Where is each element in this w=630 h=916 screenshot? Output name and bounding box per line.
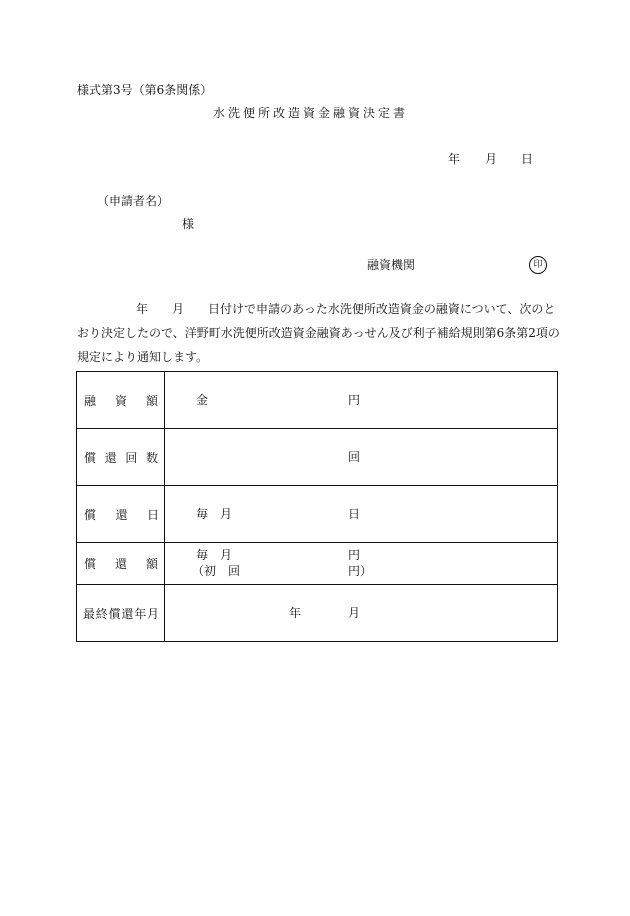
repayment-first-prefix: （初 回 xyxy=(192,564,241,578)
loan-amount-label: 融資額 xyxy=(84,393,158,408)
final-repayment-month: 月 xyxy=(348,606,361,620)
final-repayment-label: 最終償還年月 xyxy=(83,606,159,621)
loan-amount-unit: 円 xyxy=(348,393,361,407)
repayment-day-label: 償還日 xyxy=(84,507,159,522)
repayment-day-value-cell xyxy=(165,486,558,543)
loan-amount-value-cell xyxy=(165,372,558,429)
repayment-amount-value-cell xyxy=(165,543,558,585)
notice-month: 月 xyxy=(172,302,185,316)
date-month: 月 xyxy=(485,152,498,166)
date-day: 日 xyxy=(521,152,534,166)
table-row xyxy=(77,429,558,486)
loan-amount-label-cell xyxy=(77,372,165,429)
repayment-amount-label: 償還額 xyxy=(84,557,158,571)
notice-line-2: おり決定したので、洋野町水洗便所改造資金融資あっせん及び利子補給規則第6条第2項の xyxy=(77,326,560,340)
repayment-day-label-cell xyxy=(77,486,165,543)
repayment-monthly-unit: 円 xyxy=(348,548,361,562)
final-repayment-year: 年 xyxy=(289,606,302,620)
repayment-first-unit: 円） xyxy=(348,564,373,578)
seal-mark: 印 xyxy=(529,256,547,274)
repayment-count-unit: 回 xyxy=(348,450,361,464)
final-repayment-value-cell xyxy=(165,585,558,642)
notice-line-1 xyxy=(77,297,559,321)
lender-label: 融資機関 xyxy=(367,258,416,272)
date-year: 年 xyxy=(448,152,461,166)
repayment-count-label: 償還回数 xyxy=(84,450,158,465)
form-number: 様式第3号（第6条関係） xyxy=(77,83,213,97)
table-row xyxy=(77,585,558,642)
loan-amount-prefix: 金 xyxy=(196,393,209,407)
notice-line-3: 規定により通知します。 xyxy=(77,350,209,364)
document-title: 水洗便所改造資金融資決定書 xyxy=(213,106,409,120)
final-repayment-label-cell xyxy=(77,585,165,642)
notice-paragraph xyxy=(77,297,559,369)
applicant-label: （申請者名） xyxy=(97,194,170,208)
repayment-day-prefix: 毎 月 xyxy=(196,507,233,521)
repayment-monthly-prefix: 毎 月 xyxy=(196,548,233,562)
repayment-count-label-cell xyxy=(77,429,165,486)
repayment-count-value-cell xyxy=(165,429,558,486)
notice-line-1-text: 日付けで申請のあった水洗便所改造資金の融資について、次のと xyxy=(208,302,556,316)
honorific: 様 xyxy=(182,217,195,231)
loan-details-table xyxy=(76,371,558,642)
table-row xyxy=(77,372,558,429)
table-row xyxy=(77,543,558,585)
repayment-day-unit: 日 xyxy=(348,507,361,521)
repayment-amount-label-cell xyxy=(77,543,165,585)
notice-year: 年 xyxy=(136,302,149,316)
table-row xyxy=(77,486,558,543)
